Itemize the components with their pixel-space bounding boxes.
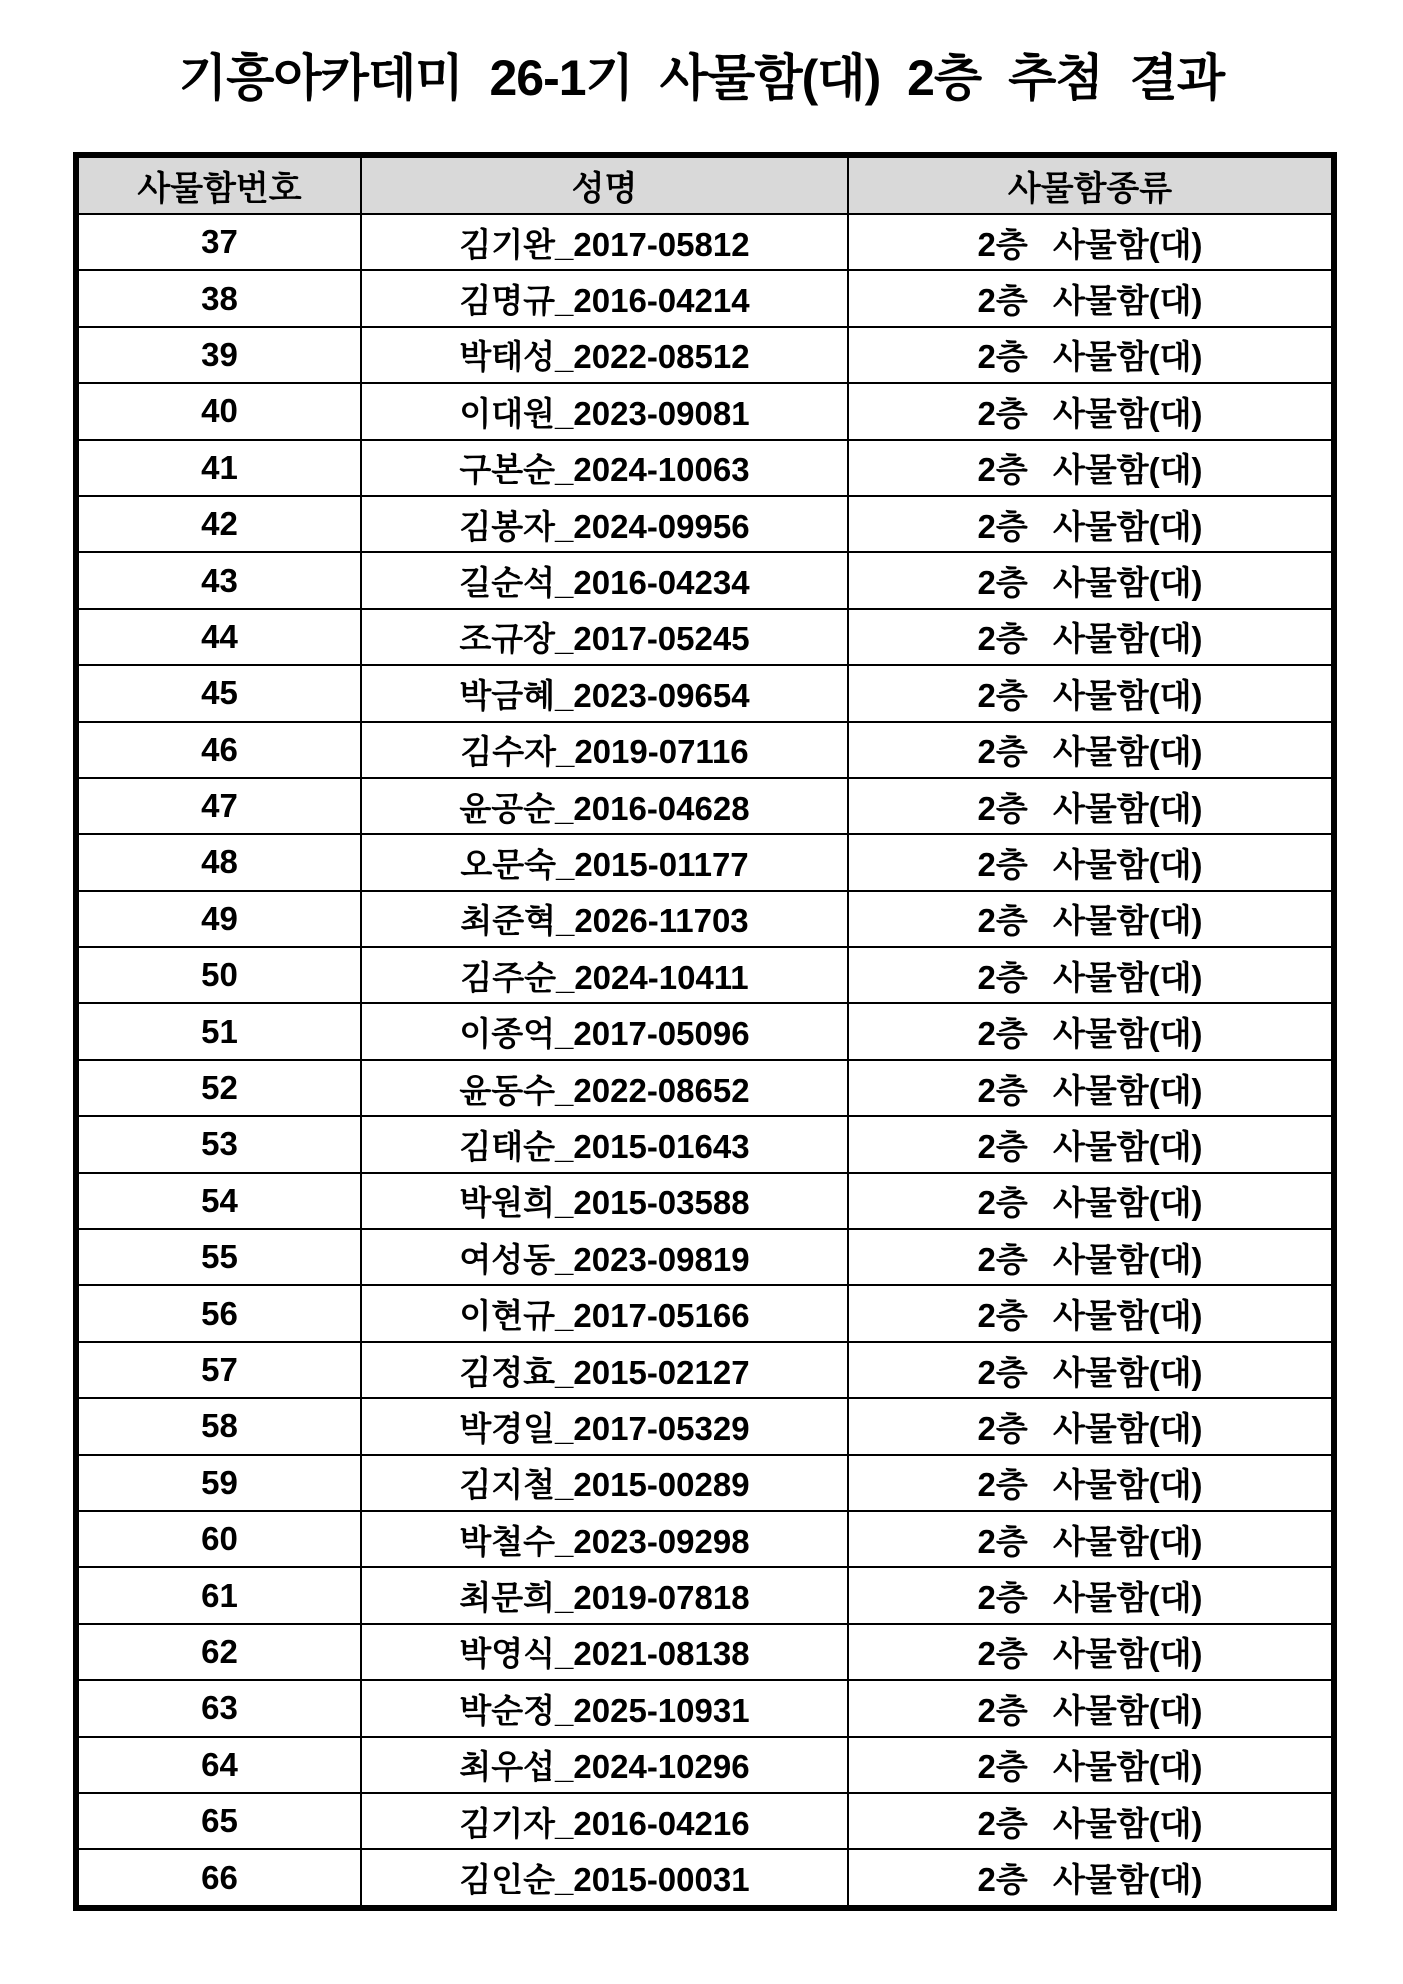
- locker-type-cell: 2층 사물함(대): [848, 1003, 1334, 1059]
- locker-number-cell: 48: [76, 834, 361, 890]
- column-header-locker-number: 사물함번호: [76, 155, 361, 214]
- table-row: [76, 1173, 1334, 1229]
- table-row: [76, 1116, 1334, 1172]
- member-name-cell: 김봉자_2024-09956: [361, 496, 848, 552]
- table-row: [76, 1680, 1334, 1736]
- table-row: [76, 947, 1334, 1003]
- table-row: [76, 778, 1334, 834]
- locker-number-cell: 39: [76, 327, 361, 383]
- table-row: [76, 1511, 1334, 1567]
- locker-type-cell: 2층 사물함(대): [848, 1229, 1334, 1285]
- member-name-cell: 김기완_2017-05812: [361, 214, 848, 270]
- locker-type-cell: 2층 사물함(대): [848, 1116, 1334, 1172]
- locker-number-cell: 64: [76, 1737, 361, 1793]
- locker-type-cell: 2층 사물함(대): [848, 722, 1334, 778]
- locker-number-cell: 40: [76, 383, 361, 439]
- table-row: [76, 609, 1334, 665]
- locker-number-cell: 58: [76, 1398, 361, 1454]
- member-name-cell: 김인순_2015-00031: [361, 1849, 848, 1907]
- locker-assignment-table: [73, 152, 1337, 1911]
- locker-number-cell: 61: [76, 1567, 361, 1623]
- member-name-cell: 최준혁_2026-11703: [361, 891, 848, 947]
- locker-number-cell: 51: [76, 1003, 361, 1059]
- locker-type-cell: 2층 사물함(대): [848, 383, 1334, 439]
- member-name-cell: 김명규_2016-04214: [361, 270, 848, 326]
- table-row: [76, 891, 1334, 947]
- locker-type-cell: 2층 사물함(대): [848, 1680, 1334, 1736]
- locker-type-cell: 2층 사물함(대): [848, 1455, 1334, 1511]
- member-name-cell: 박금혜_2023-09654: [361, 665, 848, 721]
- member-name-cell: 박철수_2023-09298: [361, 1511, 848, 1567]
- locker-type-cell: 2층 사물함(대): [848, 778, 1334, 834]
- member-name-cell: 김주순_2024-10411: [361, 947, 848, 1003]
- table-row: [76, 1285, 1334, 1341]
- locker-type-cell: 2층 사물함(대): [848, 834, 1334, 890]
- member-name-cell: 최우섭_2024-10296: [361, 1737, 848, 1793]
- locker-number-cell: 63: [76, 1680, 361, 1736]
- locker-type-cell: 2층 사물함(대): [848, 1849, 1334, 1907]
- table-row: [76, 1624, 1334, 1680]
- table-row: [76, 1849, 1334, 1907]
- table-row: [76, 270, 1334, 326]
- locker-type-cell: 2층 사물함(대): [848, 270, 1334, 326]
- locker-type-cell: 2층 사물함(대): [848, 1793, 1334, 1849]
- locker-number-cell: 41: [76, 440, 361, 496]
- locker-number-cell: 49: [76, 891, 361, 947]
- locker-number-cell: 37: [76, 214, 361, 270]
- locker-number-cell: 44: [76, 609, 361, 665]
- table-row: [76, 1229, 1334, 1285]
- locker-number-cell: 62: [76, 1624, 361, 1680]
- member-name-cell: 이종억_2017-05096: [361, 1003, 848, 1059]
- table-row: [76, 834, 1334, 890]
- table-row: [76, 552, 1334, 608]
- table-row: [76, 1567, 1334, 1623]
- locker-type-cell: 2층 사물함(대): [848, 891, 1334, 947]
- member-name-cell: 박경일_2017-05329: [361, 1398, 848, 1454]
- locker-type-cell: 2층 사물함(대): [848, 1567, 1334, 1623]
- locker-number-cell: 59: [76, 1455, 361, 1511]
- locker-number-cell: 46: [76, 722, 361, 778]
- locker-table-body: [76, 214, 1334, 1908]
- locker-number-cell: 65: [76, 1793, 361, 1849]
- locker-type-cell: 2층 사물함(대): [848, 665, 1334, 721]
- locker-number-cell: 52: [76, 1060, 361, 1116]
- locker-number-cell: 60: [76, 1511, 361, 1567]
- locker-number-cell: 66: [76, 1849, 361, 1907]
- page-title: 기흥아카데미 26-1기 사물함(대) 2층 추첨 결과: [178, 50, 1225, 106]
- table-row: [76, 1060, 1334, 1116]
- locker-type-cell: 2층 사물함(대): [848, 552, 1334, 608]
- locker-type-cell: 2층 사물함(대): [848, 440, 1334, 496]
- member-name-cell: 이대원_2023-09081: [361, 383, 848, 439]
- member-name-cell: 김기자_2016-04216: [361, 1793, 848, 1849]
- member-name-cell: 박순정_2025-10931: [361, 1680, 848, 1736]
- member-name-cell: 박원희_2015-03588: [361, 1173, 848, 1229]
- locker-type-cell: 2층 사물함(대): [848, 1737, 1334, 1793]
- locker-number-cell: 56: [76, 1285, 361, 1341]
- member-name-cell: 김지철_2015-00289: [361, 1455, 848, 1511]
- member-name-cell: 박영식_2021-08138: [361, 1624, 848, 1680]
- locker-type-cell: 2층 사물함(대): [848, 1624, 1334, 1680]
- member-name-cell: 구본순_2024-10063: [361, 440, 848, 496]
- locker-type-cell: 2층 사물함(대): [848, 214, 1334, 270]
- locker-number-cell: 45: [76, 665, 361, 721]
- locker-number-cell: 57: [76, 1342, 361, 1398]
- member-name-cell: 오문숙_2015-01177: [361, 834, 848, 890]
- locker-type-cell: 2층 사물함(대): [848, 947, 1334, 1003]
- member-name-cell: 박태성_2022-08512: [361, 327, 848, 383]
- table-row: [76, 214, 1334, 270]
- locker-number-cell: 54: [76, 1173, 361, 1229]
- locker-number-cell: 47: [76, 778, 361, 834]
- table-row: [76, 1737, 1334, 1793]
- locker-type-cell: 2층 사물함(대): [848, 496, 1334, 552]
- member-name-cell: 최문희_2019-07818: [361, 1567, 848, 1623]
- table-row: [76, 383, 1334, 439]
- column-header-locker-type: 사물함종류: [848, 155, 1334, 214]
- member-name-cell: 이현규_2017-05166: [361, 1285, 848, 1341]
- table-row: [76, 722, 1334, 778]
- column-header-name: 성명: [361, 155, 848, 214]
- locker-type-cell: 2층 사물함(대): [848, 1060, 1334, 1116]
- table-header: [76, 155, 1334, 214]
- locker-number-cell: 55: [76, 1229, 361, 1285]
- table-row: [76, 665, 1334, 721]
- table-row: [76, 496, 1334, 552]
- table-row: [76, 1342, 1334, 1398]
- locker-number-cell: 38: [76, 270, 361, 326]
- member-name-cell: 김정효_2015-02127: [361, 1342, 848, 1398]
- table-header-row: [76, 155, 1334, 214]
- locker-number-cell: 43: [76, 552, 361, 608]
- member-name-cell: 조규장_2017-05245: [361, 609, 848, 665]
- locker-type-cell: 2층 사물함(대): [848, 1398, 1334, 1454]
- member-name-cell: 윤공순_2016-04628: [361, 778, 848, 834]
- member-name-cell: 길순석_2016-04234: [361, 552, 848, 608]
- member-name-cell: 김태순_2015-01643: [361, 1116, 848, 1172]
- locker-type-cell: 2층 사물함(대): [848, 327, 1334, 383]
- locker-type-cell: 2층 사물함(대): [848, 609, 1334, 665]
- table-row: [76, 1398, 1334, 1454]
- member-name-cell: 김수자_2019-07116: [361, 722, 848, 778]
- locker-type-cell: 2층 사물함(대): [848, 1511, 1334, 1567]
- table-row: [76, 440, 1334, 496]
- member-name-cell: 여성동_2023-09819: [361, 1229, 848, 1285]
- member-name-cell: 윤동수_2022-08652: [361, 1060, 848, 1116]
- locker-number-cell: 42: [76, 496, 361, 552]
- table-row: [76, 327, 1334, 383]
- locker-type-cell: 2층 사물함(대): [848, 1285, 1334, 1341]
- locker-type-cell: 2층 사물함(대): [848, 1342, 1334, 1398]
- table-row: [76, 1003, 1334, 1059]
- locker-type-cell: 2층 사물함(대): [848, 1173, 1334, 1229]
- table-row: [76, 1455, 1334, 1511]
- table-row: [76, 1793, 1334, 1849]
- locker-number-cell: 53: [76, 1116, 361, 1172]
- locker-number-cell: 50: [76, 947, 361, 1003]
